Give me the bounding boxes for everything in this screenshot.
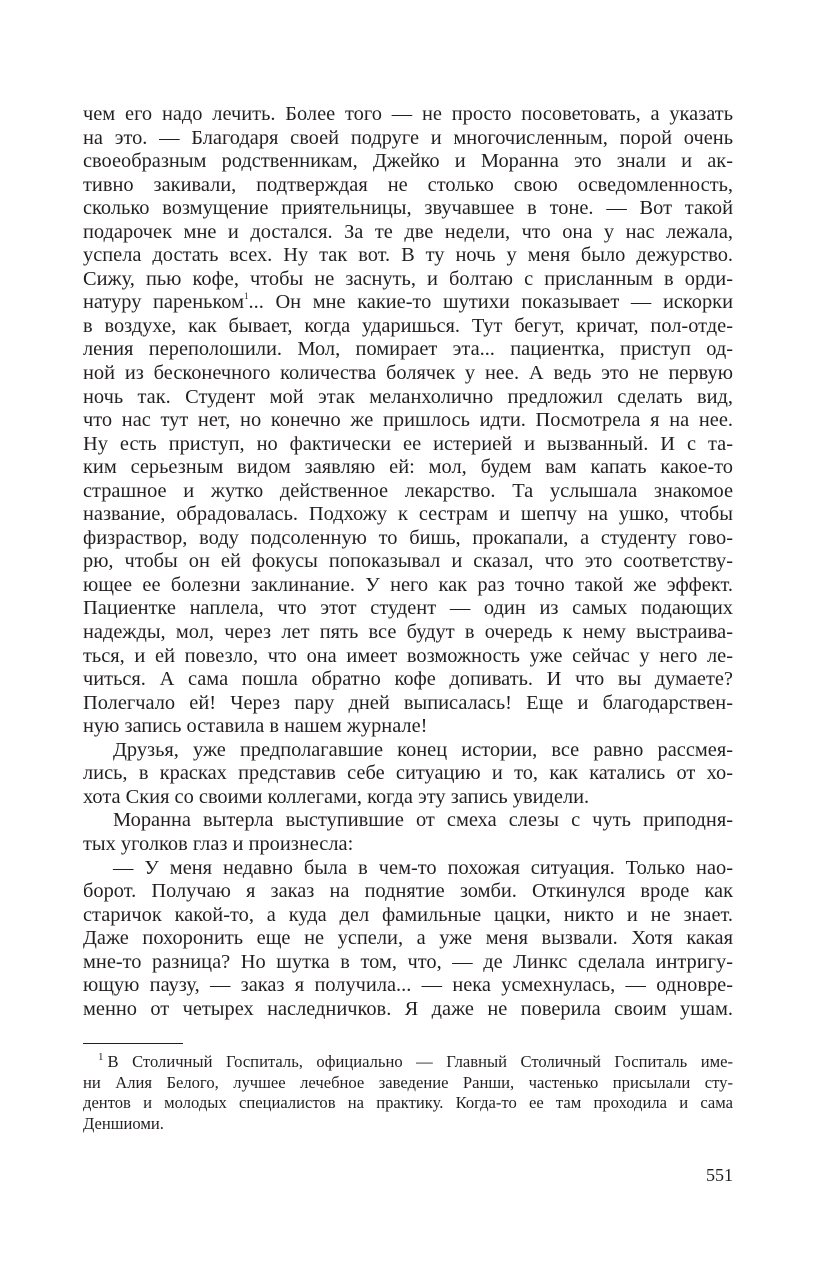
body-line: Даже похоронить еще не успели, а уже меня вызвали. Хотя какая [83, 927, 733, 950]
body-line: ющее ее болезни заклинание. У него как раз точно такой же эффект. [83, 573, 733, 596]
body-line: рю, чтобы он ей фокусы попоказывал и сказал, что это соответству- [83, 550, 733, 573]
body-line: надежды, мол, через лет пять все будут в очередь к нему выстраива- [83, 621, 733, 644]
body-line-end: ... Он мне какие-то шутихи показывает — искорки [248, 291, 733, 314]
body-line: физраствор, воду подсоленную то бишь, прокапали, а студенту гово- [83, 526, 733, 549]
body-line: Друзья, уже предполагавшие конец истории, все равно рассмея- [113, 738, 733, 761]
body-line: старичок какой-то, а куда дел фамильные цацки, никто и не знает. [83, 903, 733, 926]
body-line: ления переполошили. Мол, помирает эта... пациентка, приступ од- [83, 338, 733, 361]
body-line: что нас тут нет, но конечно же пришлось идти. Посмотрела я на нее. [83, 409, 733, 432]
body-line: страшное и жутко действенное лекарство. Та услышала знакомое [83, 479, 733, 502]
footnote [83, 1052, 733, 1134]
footnote-marker: 1 [98, 1051, 104, 1063]
body-line: Полегчало ей! Через пару дней выписалась! Еще и благодарствен- [83, 691, 733, 714]
body-text [83, 103, 733, 1021]
page-number: 551 [706, 1165, 733, 1185]
body-line: в воздухе, как бывает, когда ударишься. Тут бегут, кричат, пол-отде- [83, 314, 733, 337]
footnote-reference: 1 [244, 291, 249, 302]
body-line: ночь так. Студент мой этак меланхолично предложил сделать вид, [83, 385, 733, 408]
footnote-divider [83, 1043, 183, 1044]
footnote-text: В Столичный Госпиталь, официально — Главный Столичный Госпиталь име- [107, 1052, 733, 1071]
body-line-start: натуру пареньком [83, 291, 245, 314]
body-line: ную запись оставила в нашем журнале! [83, 715, 428, 738]
body-line: хота Ския со своими коллегами, когда эту запись увидели. [83, 785, 590, 808]
body-line: читься. А сама пошла обратно кофе допивать. И что вы думаете? [83, 668, 733, 691]
body-line: лись, в красках представив себе ситуацию и то, как катались от хо- [83, 762, 733, 785]
body-line: подарочек мне и достался. За те две недели, что она у нас лежала, [83, 220, 733, 243]
body-line: ким серьезным видом заявляю ей: мол, будем вам капать какое-то [83, 456, 733, 479]
body-line: менно от четырех наследничков. Я даже не поверила своим ушам. [83, 997, 733, 1020]
body-line: Пациентке наплела, что этот студент — один из самых подающих [83, 597, 733, 620]
body-line: тивно закивали, подтверждая не столько свою осведомленность, [83, 173, 733, 196]
body-line: успела достать всех. Ну так вот. В ту ночь у меня было дежурство. [83, 244, 733, 267]
body-line: мне-то разница? Но шутка в том, что, — де Линкс сделала интригу- [83, 950, 733, 973]
footnote-line: дентов и молодых специалистов на практику. Когда-то ее там проходила и сама [83, 1093, 733, 1112]
body-line: Моранна вытерла выступившие от смеха слезы с чуть приподня- [113, 809, 733, 832]
body-line: — У меня недавно была в чем-то похожая ситуация. Только нао- [113, 856, 733, 879]
footnote-line: Деншиоми. [83, 1113, 164, 1133]
body-line: тых уголков глаз и произнесла: [83, 832, 354, 855]
footnote-line: ни Алия Белого, лучшее лечебное заведение Ранши, частенько присылали сту- [83, 1072, 733, 1092]
body-line: сколько возмущение приятельницы, звучавшее в тоне. — Вот такой [83, 197, 733, 220]
body-line-with-footnote [83, 291, 733, 315]
body-line: своеобразным родственникам, Джейко и Моранна это знали и ак- [83, 150, 733, 173]
body-line: Ну есть приступ, но фактически ее истерией и вызванный. И с та- [83, 432, 733, 455]
body-line: на это. — Благодаря своей подруге и многочисленным, порой очень [83, 126, 733, 149]
body-line: ться, и ей повезло, что она имеет возможность уже сейчас у него ле- [83, 644, 733, 667]
body-line: ной из бесконечного количества болячек у нее. А ведь это не первую [83, 362, 733, 385]
body-line: название, обрадовалась. Подхожу к сестрам и шепчу на ушко, чтобы [83, 503, 733, 526]
body-line: чем его надо лечить. Более того — не просто посоветовать, а указать [83, 103, 733, 125]
body-line: ющую паузу, — заказ я получила... — нека усмехнулась, — одновре- [83, 974, 733, 997]
body-line: Сижу, пью кофе, чтобы не заснуть, и болтаю с присланным в орди- [83, 267, 733, 290]
footnote-line [83, 1052, 733, 1073]
body-line: борот. Получаю я заказ на поднятие зомби. Откинулся вроде как [83, 880, 733, 903]
